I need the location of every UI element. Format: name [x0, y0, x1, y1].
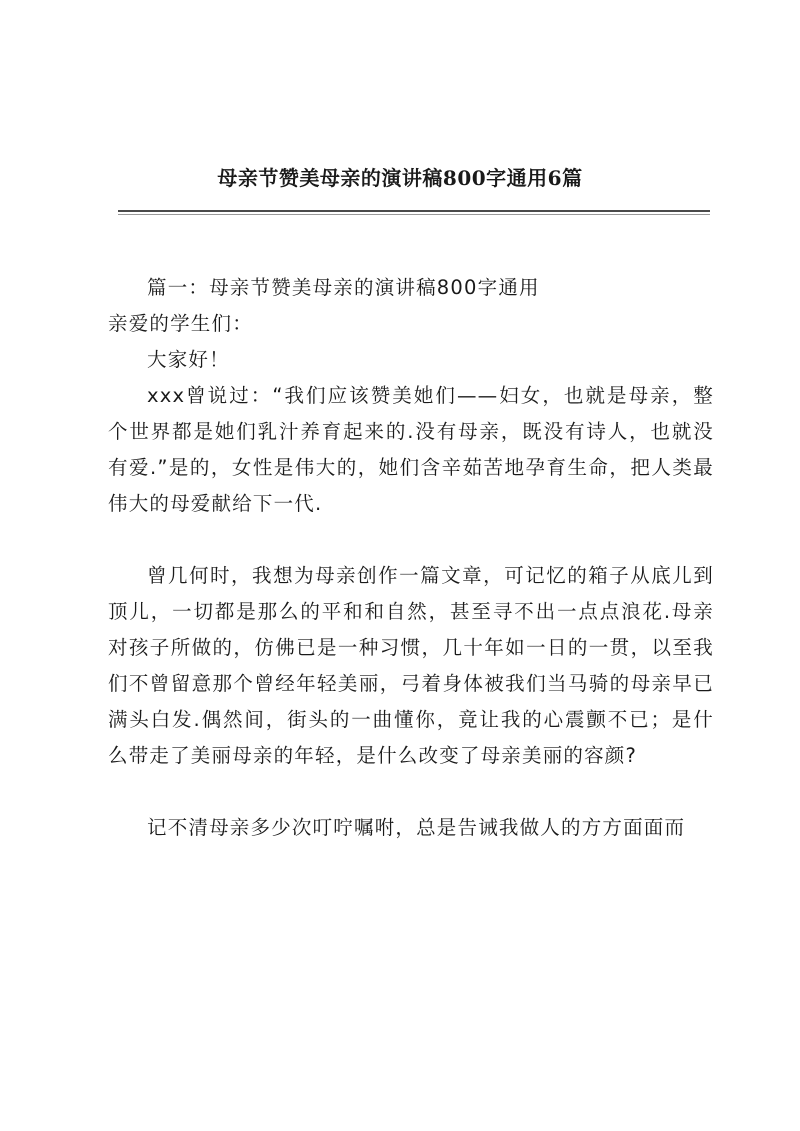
paragraph-2: 曾几何时，我想为母亲创作一篇文章，可记忆的箱子从底儿到顶儿，一切都是那么的平和和自然，甚至寻不出一点点浪花.母亲对孩子所做的，仿佛已是一种习惯，几十年如一日的一贯，以至我们不曾留意那个曾经年轻美丽，弓着身体被我们当马骑的母亲早已满头白发.偶然间，街头的一曲懂你，竟让我的心震颤不已；是什么带走了美丽母亲的年轻，是什么改变了母亲美丽的容颜?	[108, 564, 714, 767]
paragraph-3: 记不清母亲多少次叮咛嘱咐，总是告诫我做人的方方面面而	[147, 816, 686, 839]
section-heading: 篇一：母亲节赞美母亲的演讲稿800字通用	[147, 276, 540, 299]
salutation: 亲爱的学生们：	[108, 312, 253, 335]
title-divider-secondary	[118, 214, 710, 215]
paragraph-spacer	[108, 522, 714, 558]
title-divider	[118, 210, 710, 212]
greeting: 大家好！	[147, 348, 230, 371]
document-title: 母亲节赞美母亲的演讲稿800字通用6篇	[217, 166, 583, 190]
paragraph-spacer	[108, 774, 714, 810]
paragraph-1: xxx曾说过：“我们应该赞美她们——妇女，也就是母亲，整个世界都是她们乳汁养育起来的.没有母亲，既没有诗人，也就没有爱.”是的，女性是伟大的，她们含辛茹苦地孕育生命，把人类最伟大的母爱献给下一代.	[108, 384, 714, 515]
document-body	[108, 270, 714, 846]
